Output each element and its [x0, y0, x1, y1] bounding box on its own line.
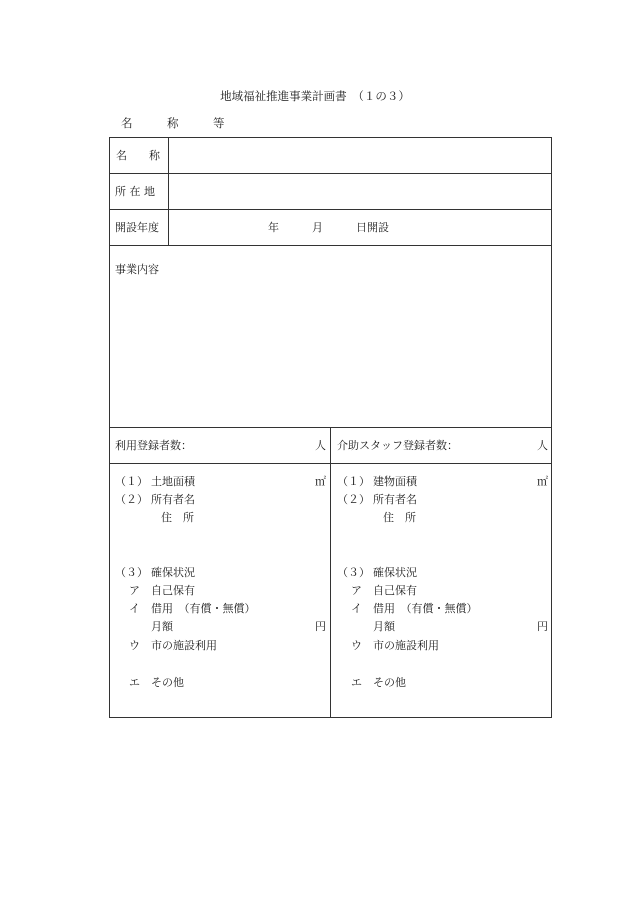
land-monthly-unit: 円 [315, 620, 326, 633]
table-bottom-border [109, 717, 552, 718]
land-other-letter: エ [129, 676, 140, 689]
building-lease-letter: イ [351, 602, 362, 615]
location-label: 所 在 地 [115, 185, 155, 198]
building-other-label: その他 [373, 676, 406, 689]
staff-count-unit: 人 [537, 439, 548, 452]
opening-year-label: 開設年度 [115, 221, 159, 234]
label-column-divider [168, 137, 169, 245]
land-status-label: 確保状況 [151, 566, 195, 579]
building-area-label: 建物面積 [373, 475, 417, 488]
building-status-number: （３） [337, 566, 370, 579]
land-own-label: 自己保有 [151, 584, 195, 597]
name-label: 名 称 [116, 149, 160, 162]
land-city-letter: ウ [129, 639, 140, 652]
business-content-label: 事業内容 [115, 263, 159, 276]
table-top-border [109, 137, 552, 138]
table-left-border [109, 137, 110, 718]
building-own-label: 自己保有 [373, 584, 417, 597]
building-other-letter: エ [351, 676, 362, 689]
building-city-letter: ウ [351, 639, 362, 652]
land-lease-label: 借用 （有償・無償） [151, 602, 256, 615]
land-owner-number: （２） [115, 493, 148, 506]
land-area-label: 土地面積 [151, 475, 195, 488]
land-other-label: その他 [151, 676, 184, 689]
building-monthly-label: 月額 [373, 620, 395, 633]
center-column-divider [330, 427, 331, 717]
row-divider-2 [109, 209, 552, 210]
land-owner-label: 所有者名 [151, 493, 195, 506]
row-divider-1 [109, 173, 552, 174]
land-lease-letter: イ [129, 602, 140, 615]
users-count-unit: 人 [315, 439, 326, 452]
building-own-letter: ア [351, 584, 362, 597]
building-status-label: 確保状況 [373, 566, 417, 579]
building-address-label: 住 所 [383, 511, 416, 524]
land-status-number: （３） [115, 566, 148, 579]
building-owner-number: （２） [337, 493, 370, 506]
table-right-border [551, 137, 552, 718]
land-area-number: （１） [115, 475, 148, 488]
building-city-label: 市の施設利用 [373, 639, 439, 652]
land-area-unit: ㎡ [315, 475, 326, 488]
row-divider-3 [109, 245, 552, 246]
users-count-label: 利用登録者数： [115, 439, 192, 452]
staff-count-label: 介助スタッフ登録者数： [337, 439, 458, 452]
land-monthly-label: 月額 [151, 620, 173, 633]
document-title: 地域福祉推進事業計画書 （１の３） [220, 89, 410, 103]
building-owner-label: 所有者名 [373, 493, 417, 506]
building-area-number: （１） [337, 475, 370, 488]
building-lease-label: 借用 （有償・無償） [373, 602, 478, 615]
building-area-unit: ㎡ [537, 475, 548, 488]
building-monthly-unit: 円 [537, 620, 548, 633]
section-heading: 名 称 等 [121, 116, 225, 130]
land-own-letter: ア [129, 584, 140, 597]
land-address-label: 住 所 [161, 511, 194, 524]
opening-date-field[interactable]: 年 月 日開設 [268, 221, 389, 234]
land-city-label: 市の施設利用 [151, 639, 217, 652]
